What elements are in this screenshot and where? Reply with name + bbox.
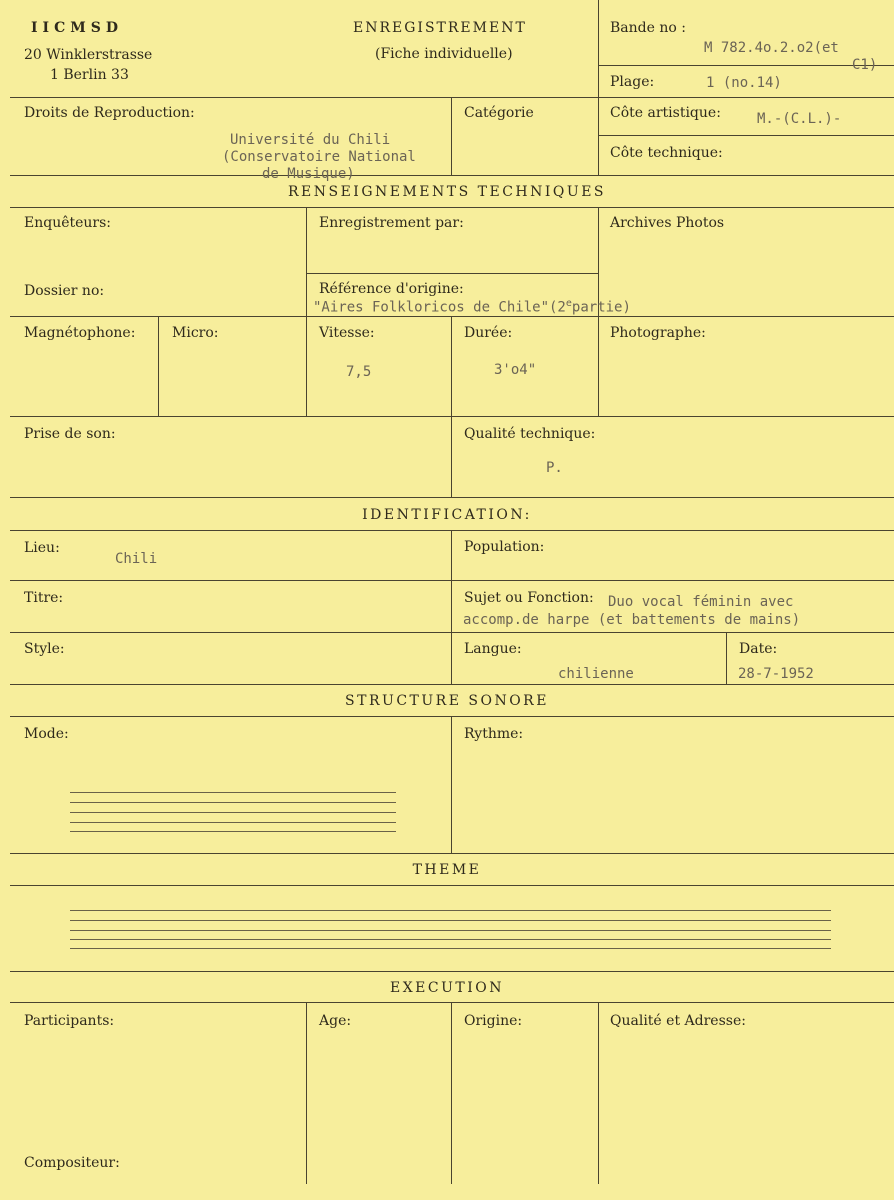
vitesse-value: 7,5 bbox=[346, 364, 372, 380]
sujet-label: Sujet ou Fonction: bbox=[464, 590, 594, 606]
address-line2: 1 Berlin 33 bbox=[50, 67, 129, 83]
lieu-value: Chili bbox=[115, 551, 158, 567]
vrule-enreg bbox=[306, 207, 307, 316]
duree-value: 3'o4" bbox=[494, 362, 537, 378]
enregistrement-par-label: Enregistrement par: bbox=[319, 215, 464, 231]
execution-heading: EXECUTION bbox=[389, 980, 504, 996]
vrule-origine bbox=[451, 1002, 452, 1184]
reference-value-tail: partie) bbox=[571, 299, 631, 316]
rule-prise-bottom bbox=[10, 497, 894, 498]
lieu-label: Lieu: bbox=[24, 540, 60, 556]
form-title: ENREGISTREMENT bbox=[353, 20, 527, 36]
micro-label: Micro: bbox=[172, 325, 219, 341]
rule-cote bbox=[598, 135, 894, 136]
rule-ident-heading bbox=[10, 530, 894, 531]
mode-staff-line bbox=[70, 831, 396, 832]
rule-exec-heading bbox=[10, 1002, 894, 1003]
plage-value: 1 (no.14) bbox=[706, 75, 782, 91]
dossier-label: Dossier no: bbox=[24, 283, 105, 299]
theme-staff-line bbox=[70, 948, 831, 949]
mode-staff-line bbox=[70, 812, 396, 813]
vrule-categorie bbox=[451, 97, 452, 175]
logo: IICMSD bbox=[31, 20, 123, 36]
participants-label: Participants: bbox=[24, 1013, 115, 1029]
vrule-cote bbox=[598, 97, 599, 175]
qualite-technique-value: P. bbox=[546, 460, 563, 476]
rule-theme-heading bbox=[10, 885, 894, 886]
rule-header-bottom bbox=[10, 97, 894, 98]
mode-staff-line bbox=[70, 792, 396, 793]
sujet-value-line1: Duo vocal féminin avec bbox=[608, 594, 794, 610]
cote-technique-label: Côte technique: bbox=[610, 145, 723, 161]
droits-label: Droits de Reproduction: bbox=[24, 105, 195, 121]
cote-artistique-value: M.-(C.L.)- bbox=[757, 111, 842, 127]
sujet-value-line2: accomp.de harpe (et battements de mains) bbox=[463, 612, 801, 628]
rule-enreg-ref bbox=[306, 273, 598, 274]
tech-heading: RENSEIGNEMENTS TECHNIQUES bbox=[287, 184, 607, 200]
theme-staff-line bbox=[70, 930, 831, 931]
rule-theme-bottom bbox=[10, 971, 894, 972]
bande-label: Bande no : bbox=[610, 20, 686, 36]
vrule-qualite bbox=[451, 416, 452, 497]
mode-staff-line bbox=[70, 822, 396, 823]
rule-magneto-bottom bbox=[10, 416, 894, 417]
vrule-date bbox=[726, 632, 727, 684]
enqueteurs-label: Enquêteurs: bbox=[24, 215, 112, 231]
form-subtitle: (Fiche individuelle) bbox=[375, 46, 513, 62]
droits-value-line2: (Conservatoire National bbox=[222, 149, 416, 165]
qualite-adresse-label: Qualité et Adresse: bbox=[610, 1013, 746, 1029]
style-label: Style: bbox=[24, 641, 65, 657]
reference-value bbox=[313, 298, 631, 316]
rule-dossier-bottom bbox=[10, 316, 894, 317]
rule-structure-heading bbox=[10, 716, 894, 717]
langue-value: chilienne bbox=[558, 666, 634, 682]
rule-tech-heading bbox=[10, 207, 894, 208]
magnetophone-label: Magnétophone: bbox=[24, 325, 136, 341]
rule-titre-bottom bbox=[10, 632, 894, 633]
plage-label: Plage: bbox=[610, 74, 655, 90]
rule-mode-bottom bbox=[10, 853, 894, 854]
vrule-header-right bbox=[598, 0, 599, 97]
titre-label: Titre: bbox=[24, 590, 64, 606]
vrule-photographe bbox=[598, 316, 599, 416]
vrule-qualite-adresse bbox=[598, 1002, 599, 1184]
cote-artistique-label: Côte artistique: bbox=[610, 105, 721, 121]
vitesse-label: Vitesse: bbox=[319, 325, 375, 341]
reference-value-sup: e bbox=[565, 298, 572, 309]
date-value: 28-7-1952 bbox=[738, 666, 814, 682]
theme-staff-line bbox=[70, 939, 831, 940]
vrule-age bbox=[306, 1002, 307, 1184]
theme-staff-line bbox=[70, 920, 831, 921]
rythme-label: Rythme: bbox=[464, 726, 524, 742]
bande-value-line1: M 782.4o.2.o2(et bbox=[704, 40, 839, 56]
qualite-technique-label: Qualité technique: bbox=[464, 426, 596, 442]
rule-rights-bottom bbox=[10, 175, 894, 176]
origine-label: Origine: bbox=[464, 1013, 523, 1029]
mode-staff-line bbox=[70, 802, 396, 803]
prise-de-son-label: Prise de son: bbox=[24, 426, 116, 442]
vrule-micro bbox=[158, 316, 159, 416]
vrule-vitesse bbox=[306, 316, 307, 416]
rule-bande-plage bbox=[598, 65, 894, 66]
structure-heading: STRUCTURE SONORE bbox=[345, 693, 549, 709]
photographe-label: Photographe: bbox=[610, 325, 706, 341]
theme-heading: THEME bbox=[412, 862, 482, 878]
vrule-rythme bbox=[451, 716, 452, 853]
vrule-duree bbox=[451, 316, 452, 416]
age-label: Age: bbox=[319, 1013, 352, 1029]
droits-value-line1: Université du Chili bbox=[230, 132, 391, 148]
reference-value-main: "Aires Folkloricos de Chile"(2 bbox=[313, 299, 566, 316]
mode-label: Mode: bbox=[24, 726, 69, 742]
theme-staff-line bbox=[70, 910, 831, 911]
categorie-label: Catégorie bbox=[464, 105, 534, 121]
reference-label: Référence d'origine: bbox=[319, 281, 464, 297]
archives-photos-label: Archives Photos bbox=[610, 215, 725, 231]
population-label: Population: bbox=[464, 539, 545, 555]
rule-lieu-bottom bbox=[10, 580, 894, 581]
rule-style-bottom bbox=[10, 684, 894, 685]
identification-heading: IDENTIFICATION: bbox=[362, 507, 532, 523]
duree-label: Durée: bbox=[464, 325, 513, 341]
date-label: Date: bbox=[739, 641, 778, 657]
droits-value-line3: de Musique) bbox=[262, 166, 355, 182]
vrule-ident bbox=[451, 530, 452, 684]
langue-label: Langue: bbox=[464, 641, 522, 657]
compositeur-label: Compositeur: bbox=[24, 1155, 120, 1171]
bande-value-line2: C1) bbox=[852, 57, 878, 73]
address-line1: 20 Winklerstrasse bbox=[24, 47, 153, 63]
